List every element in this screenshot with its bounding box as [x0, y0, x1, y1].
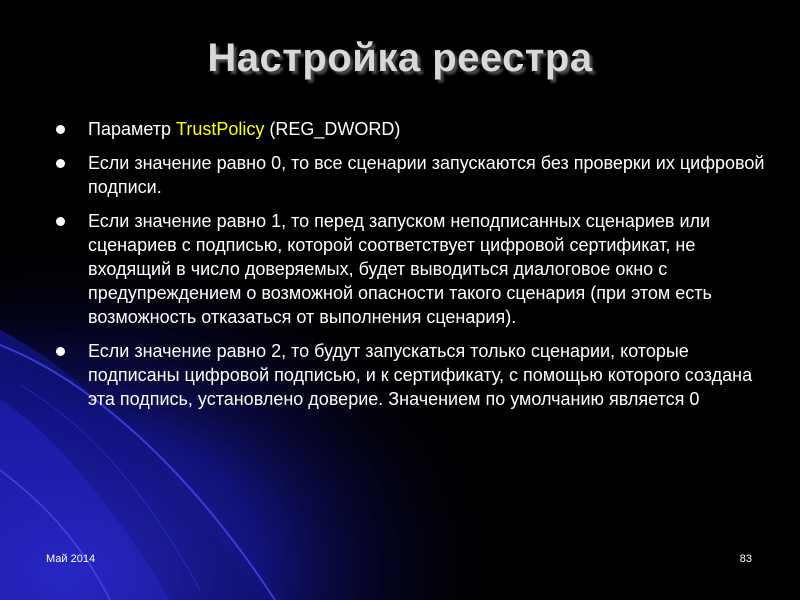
- bullet-text-highlight: TrustPolicy: [176, 119, 265, 139]
- bullet-text: Если значение равно 1, то перед запуском неподписанных сценариев или сценариев с подписью, которой соответствует цифровой сертификат, не входящий в число доверяемых, будет выводиться диалоговое окно с предупреждением о возможной опасности такого сценария (при этом есть возможность отказаться от выполнения сценария).: [88, 211, 712, 327]
- footer-page-number: 83: [739, 553, 752, 565]
- bullet-text-suffix: (REG_DWORD): [264, 119, 401, 139]
- bullet-dot-icon: [56, 125, 65, 134]
- bullet-dot-icon: [56, 347, 65, 356]
- bullet-text: Если значение равно 2, то будут запускаться только сценарии, которые подписаны цифровой подписью, и к сертификату, с помощью которого создана эта подпись, установлено доверие. Значением по умолчанию является 0: [88, 341, 753, 409]
- bullet-text: Если значение равно 0, то все сценарии запускаются без проверки их цифровой подписи.: [88, 153, 765, 197]
- bullet-dot-icon: [56, 217, 65, 226]
- footer-date: Май 2014: [46, 553, 96, 565]
- bullet-dot-icon: [56, 159, 65, 168]
- bullet-item: [56, 209, 768, 329]
- bullet-item: [56, 339, 768, 411]
- bullet-item: [56, 117, 768, 141]
- bullet-text-prefix: Параметр: [88, 119, 177, 139]
- bullet-item: [56, 151, 768, 199]
- slide-title: Настройка реестра: [207, 36, 593, 80]
- bullet-list: [56, 117, 768, 421]
